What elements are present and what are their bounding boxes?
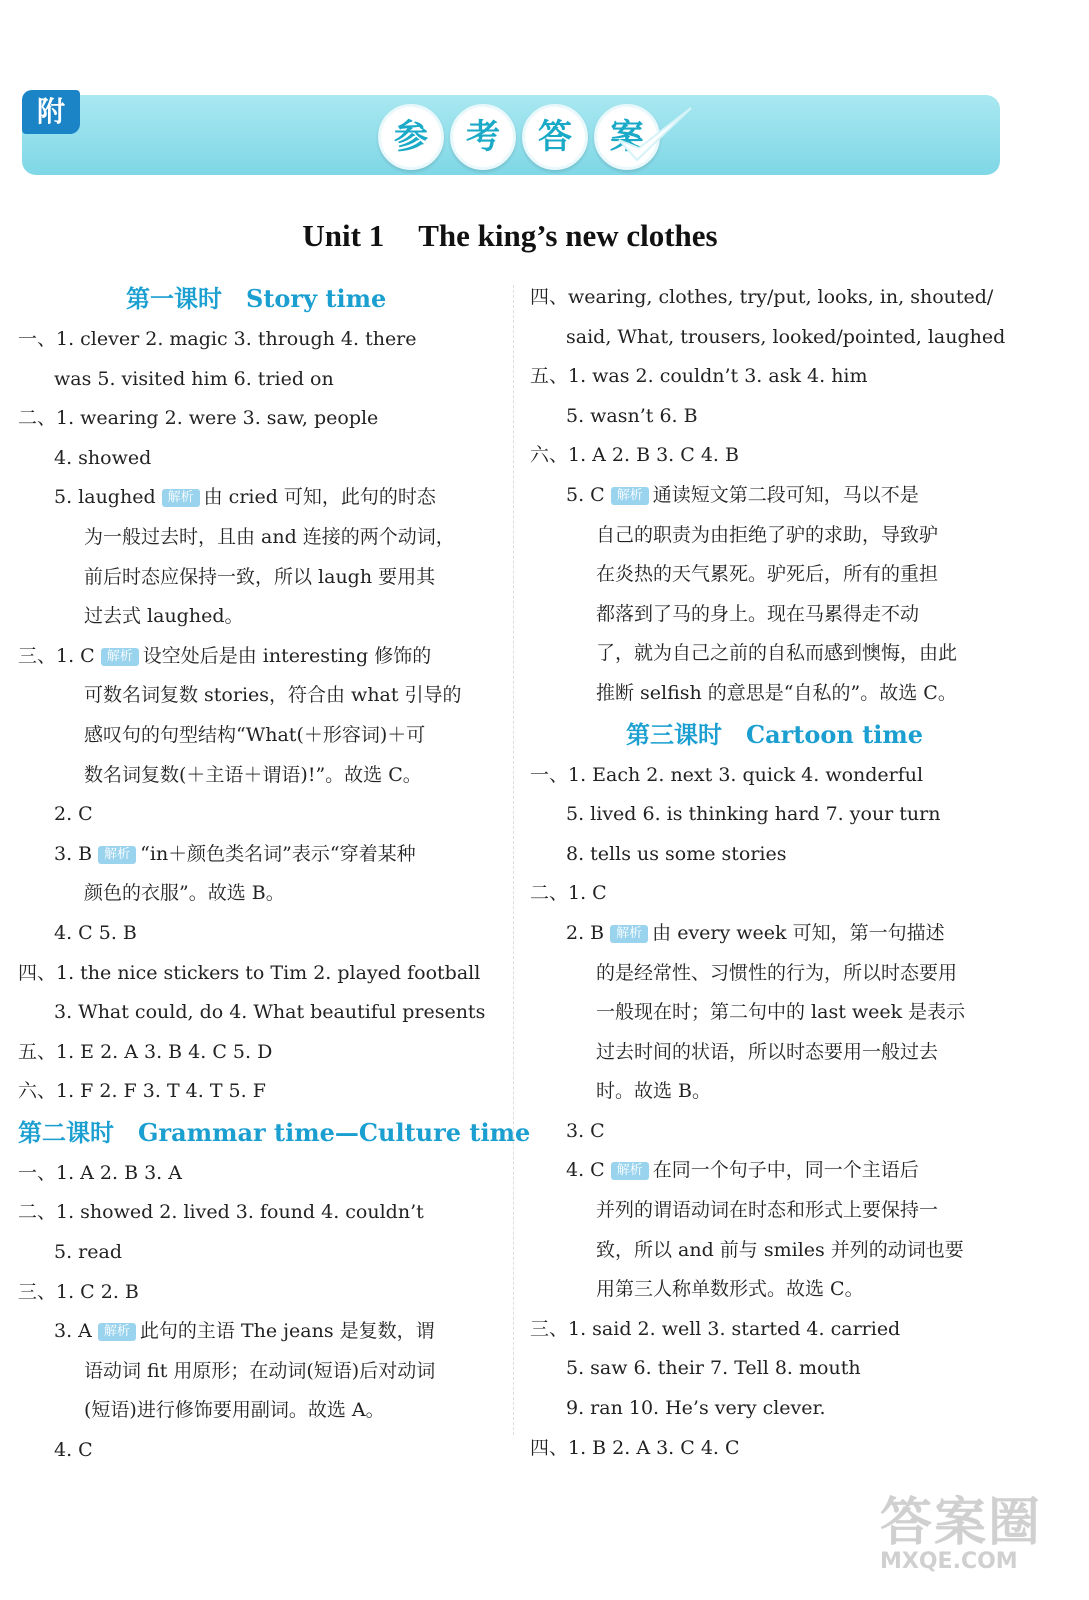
answer-line: 三、1. C 解析 设空处后是由 interesting 修饰的 bbox=[18, 644, 432, 667]
explanation-line: 时。故选 B。 bbox=[596, 1080, 712, 1103]
answer-line: said, What, trousers, looked/pointed, laughed bbox=[566, 325, 1006, 348]
answer-line: 9. ran 10. He’s very clever. bbox=[566, 1397, 826, 1420]
explanation-line: (短语)进行修饰要用副词。故选 A。 bbox=[84, 1399, 385, 1422]
title-char: 参 bbox=[378, 104, 444, 170]
answer-line: 三、1. C 2. B bbox=[18, 1280, 139, 1303]
answer-line: 一、1. A 2. B 3. A bbox=[18, 1161, 182, 1184]
explanation-line: 自己的职责为由拒绝了驴的求助，导致驴 bbox=[596, 523, 939, 546]
explanation-badge: 解析 bbox=[611, 487, 649, 505]
watermark-logo: 答案圈 MXQE.COM bbox=[880, 1493, 1043, 1574]
checkmark-icon bbox=[615, 102, 695, 172]
section-heading-lesson2: 第二课时 Grammar time—Culture time bbox=[18, 1117, 531, 1147]
explanation-line: 语动词 fit 用原形；在动词(短语)后对动词 bbox=[84, 1359, 436, 1382]
explanation-badge: 解析 bbox=[162, 489, 200, 507]
answer-line: 3. What could, do 4. What beautiful presents bbox=[54, 1001, 486, 1024]
unit-number: Unit 1 bbox=[302, 218, 385, 253]
answer-line: 三、1. said 2. well 3. started 4. carried bbox=[530, 1317, 901, 1340]
answer-line: 3. A 解析 此句的主语 The jeans 是复数，谓 bbox=[54, 1320, 435, 1343]
answer-line: 4. showed bbox=[54, 446, 152, 469]
unit-title bbox=[0, 218, 1020, 254]
answer-line: 一、1. clever 2. magic 3. through 4. there bbox=[18, 328, 417, 350]
explanation-line: 感叹句的句型结构“What(＋形容词)＋可 bbox=[84, 723, 426, 746]
explanation-line: 过去时间的状语，所以时态要用一般过去 bbox=[596, 1040, 939, 1063]
unit-name: The king’s new clothes bbox=[418, 218, 718, 253]
explanation-line: 颜色的衣服”。故选 B。 bbox=[84, 882, 285, 905]
answer-line: 二、1. C bbox=[530, 882, 607, 905]
answer-line: 2. C bbox=[54, 803, 93, 826]
answer-line: 二、1. wearing 2. were 3. saw, people bbox=[18, 407, 379, 430]
answer-line: 四、1. B 2. A 3. C 4. C bbox=[530, 1436, 740, 1459]
answer-line: 5. read bbox=[54, 1241, 122, 1264]
answer-line: 五、1. was 2. couldn’t 3. ask 4. him bbox=[530, 365, 868, 388]
answer-line: 8. tells us some stories bbox=[566, 842, 787, 865]
answer-line: 3. B 解析 “in＋颜色类名词”表示“穿着某种 bbox=[54, 842, 416, 865]
answer-line: 2. B 解析 由 every week 可知，第一句描述 bbox=[566, 921, 945, 944]
title-char: 考 bbox=[450, 104, 516, 170]
answer-line: was 5. visited him 6. tried on bbox=[54, 367, 334, 390]
answer-line: 五、1. E 2. A 3. B 4. C 5. D bbox=[18, 1040, 273, 1063]
explanation-line: 都落到了马的身上。现在马累得走不动 bbox=[596, 602, 920, 625]
explanation-line: 用第三人称单数形式。故选 C。 bbox=[596, 1278, 864, 1301]
explanation-line: 的是经常性、习惯性的行为，所以时态要用 bbox=[596, 961, 958, 984]
answer-line: 5. C 解析 通读短文第二段可知，马以不是 bbox=[566, 483, 919, 506]
answer-line: 4. C 5. B bbox=[54, 921, 137, 944]
title-char: 案 bbox=[594, 104, 660, 170]
explanation-line: 前后时态应保持一致，所以 laugh 要用其 bbox=[84, 565, 436, 588]
answer-line: 5. wasn’t 6. B bbox=[566, 404, 698, 427]
answer-line: 5. lived 6. is thinking hard 7. your turn bbox=[566, 803, 941, 826]
answer-line: 4. C bbox=[54, 1439, 93, 1462]
answer-line: 六、1. A 2. B 3. C 4. B bbox=[530, 444, 739, 467]
answer-line: 四、wearing, clothes, try/put, looks, in, shouted/ bbox=[530, 286, 994, 308]
explanation-line: 过去式 laughed。 bbox=[84, 605, 244, 628]
section-heading-lesson1: 第一课时 Story time bbox=[126, 284, 387, 313]
explanation-line: 可数名词复数 stories，符合由 what 引导的 bbox=[84, 684, 462, 707]
title-char: 答 bbox=[522, 104, 588, 170]
explanation-line: 了，就为自己之前的自私而感到懊悔，由此 bbox=[596, 642, 958, 665]
answer-line: 5. saw 6. their 7. Tell 8. mouth bbox=[566, 1357, 861, 1380]
answer-line: 3. C bbox=[566, 1119, 605, 1142]
explanation-line: 在炎热的天气累死。驴死后，所有的重担 bbox=[596, 563, 939, 586]
answer-line: 一、1. Each 2. next 3. quick 4. wonderful bbox=[530, 763, 924, 786]
explanation-line: 致，所以 and 前与 smiles 并列的动词也要 bbox=[596, 1238, 964, 1261]
answer-line: 六、1. F 2. F 3. T 4. T 5. F bbox=[18, 1080, 266, 1103]
explanation-line: 数名词复数(＋主语＋谓语)!”。故选 C。 bbox=[84, 763, 422, 786]
explanation-line: 并列的谓语动词在时态和形式上要保持一 bbox=[596, 1199, 939, 1222]
explanation-badge: 解析 bbox=[98, 846, 136, 864]
answer-line: 5. laughed 解析 由 cried 可知，此句的时态 bbox=[54, 486, 436, 509]
right-column bbox=[530, 278, 1010, 1468]
explanation-badge: 解析 bbox=[611, 1162, 649, 1180]
explanation-badge: 解析 bbox=[98, 1323, 136, 1341]
explanation-badge: 解析 bbox=[101, 648, 139, 666]
left-column bbox=[18, 278, 531, 1471]
explanation-badge: 解析 bbox=[610, 925, 648, 943]
section-heading-lesson3: 第三课时 Cartoon time bbox=[626, 719, 924, 749]
explanation-line: 推断 selfish 的意思是“自私的”。故选 C。 bbox=[596, 681, 957, 704]
answer-line: 四、1. the nice stickers to Tim 2. played football bbox=[18, 961, 481, 984]
explanation-line: 为一般过去时，且由 and 连接的两个动词， bbox=[84, 525, 455, 548]
explanation-line: 一般现在时；第二句中的 last week 是表示 bbox=[596, 1001, 966, 1024]
column-divider bbox=[513, 285, 514, 1435]
answer-line: 4. C 解析 在同一个句子中，同一个主语后 bbox=[566, 1159, 919, 1182]
appendix-tab: 附 bbox=[22, 90, 80, 134]
answer-line: 二、1. showed 2. lived 3. found 4. couldn’t bbox=[18, 1201, 424, 1224]
